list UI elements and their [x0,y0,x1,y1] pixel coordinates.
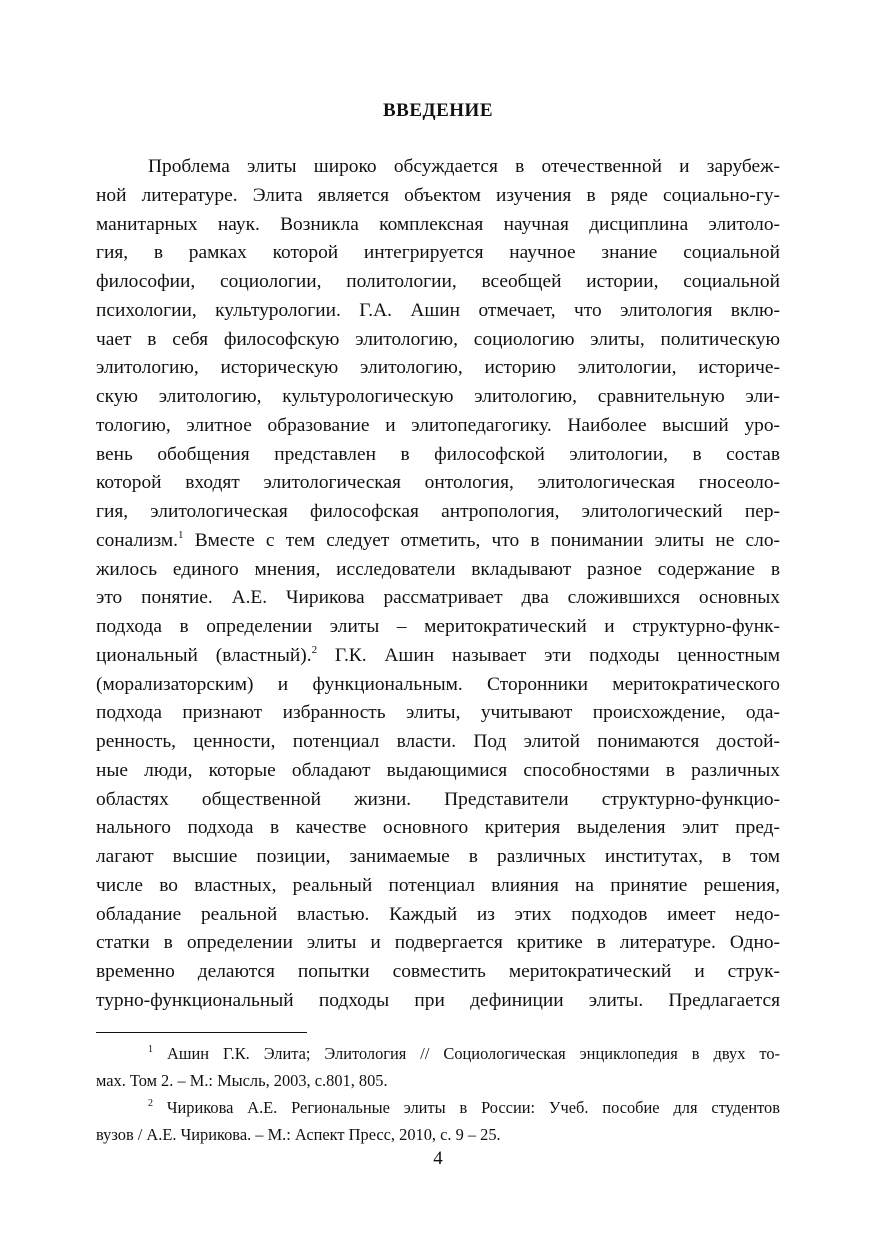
body-line [96,527,780,556]
body-line: чает в себя философскую элитологию, социологию элиты, политическую [96,328,780,350]
body-line: статки в определении элиты и подвергается критике в литературе. Одно- [96,932,780,954]
page-title: ВВЕДЕНИЕ [383,100,493,121]
footnote-2 [96,1094,780,1148]
footnote-ref-2[interactable]: 2 [311,643,318,656]
body-line: числе во властных, реальный потенциал влияния на принятие решения, [96,874,780,896]
body-line: областях общественной жизни. Представители структурно-функцио- [96,788,780,810]
body-line [96,642,780,671]
body-line: психологии, культурологии. Г.А. Ашин отмечает, что элитология вклю- [96,299,780,321]
body-line: манитарных наук. Возникла комплексная научная дисциплина элитоло- [96,213,780,235]
body-line: (морализаторским) и функциональным. Сторонники меритократического [96,673,780,695]
body-line: подхода в определении элиты – меритократический и структурно-функ- [96,616,780,637]
body-line: ренность, ценности, потенциал власти. Под элитой понимаются достой- [96,731,780,752]
body-line-part: Вместе с тем следует отметить, что в понимании элиты не сло- [183,529,780,551]
body-line: философии, социологии, политологии, всеобщей истории, социальной [96,271,780,292]
footnote-line: мах. Том 2. – М.: Мысль, 2003, с.801, 805. [96,1071,388,1090]
body-line: гия, элитологическая философская антропология, элитологический пер- [96,501,780,522]
body-line: скую элитологию, культурологическую элитологию, сравнительную эли- [96,386,780,407]
body-line: временно делаются попытки совместить меритократический и струк- [96,961,780,982]
footnote-ref-1[interactable]: 1 [178,528,184,541]
body-line: вень обобщения представлен в философской элитологии, в состав [96,443,780,465]
body-line: лагают высшие позиции, занимаемые в различных институтах, в том [96,846,780,867]
footnote-mark: 2 [148,1098,153,1109]
body-line: турно-функциональный подходы при дефиниции элиты. Предлагается [96,989,780,1011]
body-line: подхода признают избранность элиты, учитывают происхождение, ода- [96,702,780,724]
body-line: Проблема элиты широко обсуждается в отечественной и зарубеж- [148,156,780,177]
footnote-divider [96,1032,307,1033]
body-line: это понятие. А.Е. Чирикова рассматривает два сложившихся основных [96,587,780,609]
body-line-part: циональный (властный). [96,644,312,666]
body-line: нального подхода в качестве основного критерия выделения элит пред- [96,817,780,839]
footnote-1 [96,1040,780,1094]
footnote-text: Чирикова А.Е. Региональные элиты в России: Учеб. пособие для студентов [153,1098,780,1117]
footnote-line [96,1040,780,1067]
body-line: тологию, элитное образование и элитопедагогику. Наиболее высший уро- [96,414,780,436]
footnote-line [96,1094,780,1121]
body-line: ной литературе. Элита является объектом изучения в ряде социально-гу- [96,184,780,206]
body-line: жилось единого мнения, исследователи вкладывают разное содержание в [96,558,780,580]
body-line: ные люди, которые обладают выдающимися способностями в различных [96,759,780,781]
body-line-part: сонализм. [96,529,179,551]
footnote-text: Ашин Г.К. Элита; Элитология // Социологическая энциклопедия в двух то- [153,1044,780,1063]
body-line-part: Г.К. Ашин называет эти подходы ценностным [317,644,780,666]
footnote-line: вузов / А.Е. Чирикова. – М.: Аспект Пресс, 2010, с. 9 – 25. [96,1125,501,1144]
body-line: элитологию, историческую элитологию, историю элитологии, историче- [96,357,780,379]
body-text [96,153,780,1016]
body-line: гия, в рамках которой интегрируется научное знание социальной [96,242,780,264]
footnote-mark: 1 [148,1044,153,1055]
body-line: которой входят элитологическая онтология, элитологическая гносеоло- [96,472,780,494]
page-number: 4 [433,1148,443,1169]
body-line: обладание реальной властью. Каждый из этих подходов имеет недо- [96,903,780,925]
